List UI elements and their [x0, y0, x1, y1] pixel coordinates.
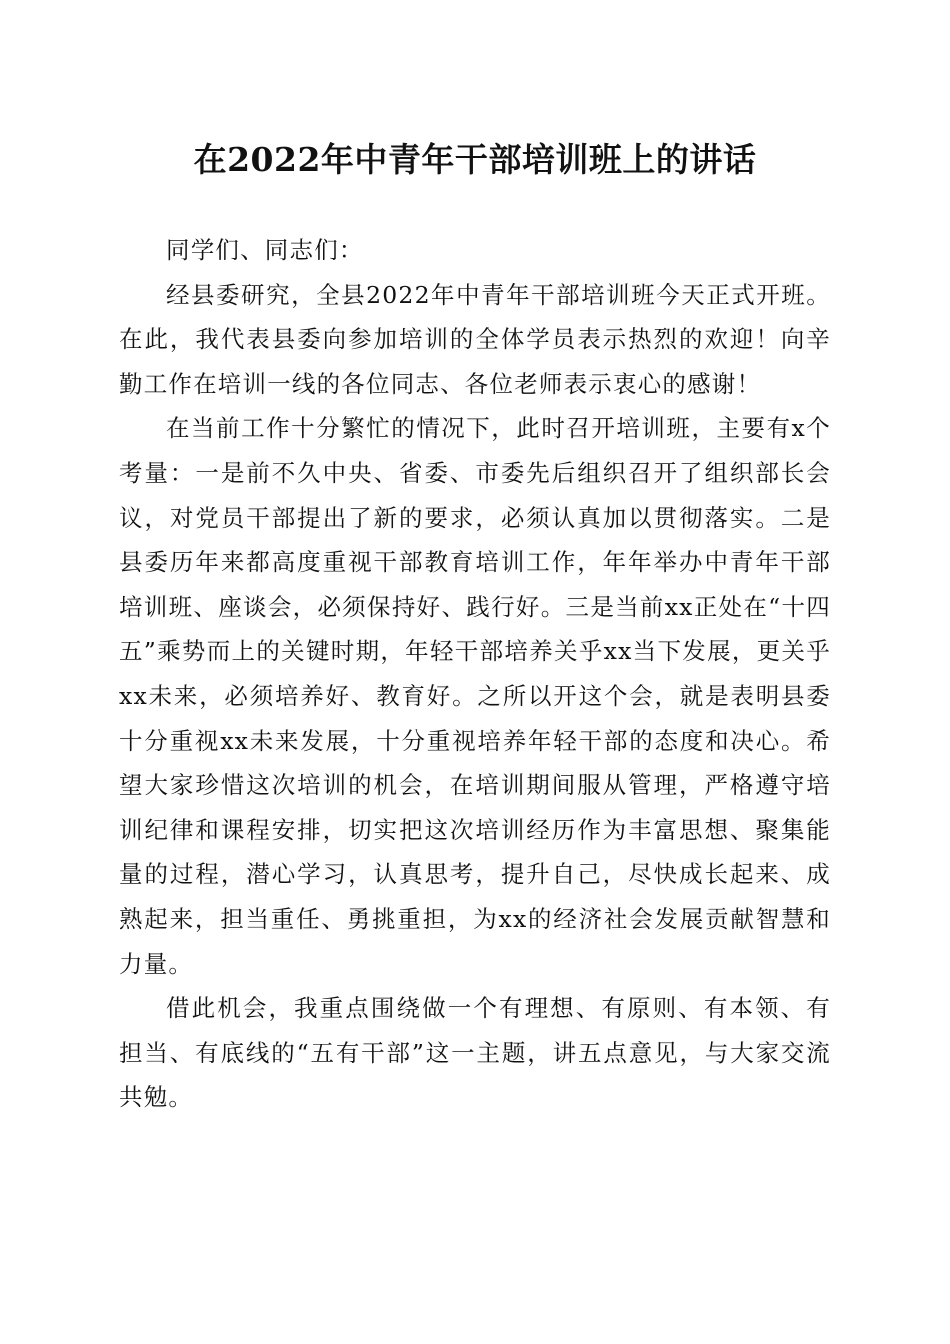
- topic-paragraph: 借此机会，我重点围绕做一个有理想、有原则、有本领、有担当、有底线的“五有干部”这一主题，讲五点意见，与大家交流共勉。: [119, 994, 831, 1112]
- salutation-paragraph: 同学们、同志们：: [166, 236, 364, 264]
- document-body: [119, 228, 831, 1120]
- reasons-paragraph: 在当前工作十分繁忙的情况下，此时召开培训班，主要有x个考量：一是前不久中央、省委、市委先后组织召开了组织部长会议，对党员干部提出了新的要求，必须认真加以贯彻落实。二是县委历年来都高度重视干部教育培训工作，年年举办中青年干部培训班、座谈会，必须保持好、践行好。三是当前xx正处在“十四五”乘势而上的关键时期，年轻干部培养关乎xx当下发展，更关乎xx未来，必须培养好、教育好。之所以开这个会，就是表明县委十分重视xx未来发展，十分重视培养年轻干部的态度和决心。希望大家珍惜这次培训的机会，在培训期间服从管理，严格遵守培训纪律和课程安排，切实把这次培训经历作为丰富思想、聚集能量的过程，潜心学习，认真思考，提升自己，尽快成长起来、成熟起来，担当重任、勇挑重担，为xx的经济社会发展贡献智慧和力量。: [119, 414, 831, 978]
- document-title: 在2022年中青年干部培训班上的讲话: [193, 140, 757, 179]
- opening-paragraph: 经县委研究，全县2022年中青年干部培训班今天正式开班。在此，我代表县委向参加培训的全体学员表示热烈的欢迎！向辛勤工作在培训一线的各位同志、各位老师表示衷心的感谢！: [119, 280, 831, 398]
